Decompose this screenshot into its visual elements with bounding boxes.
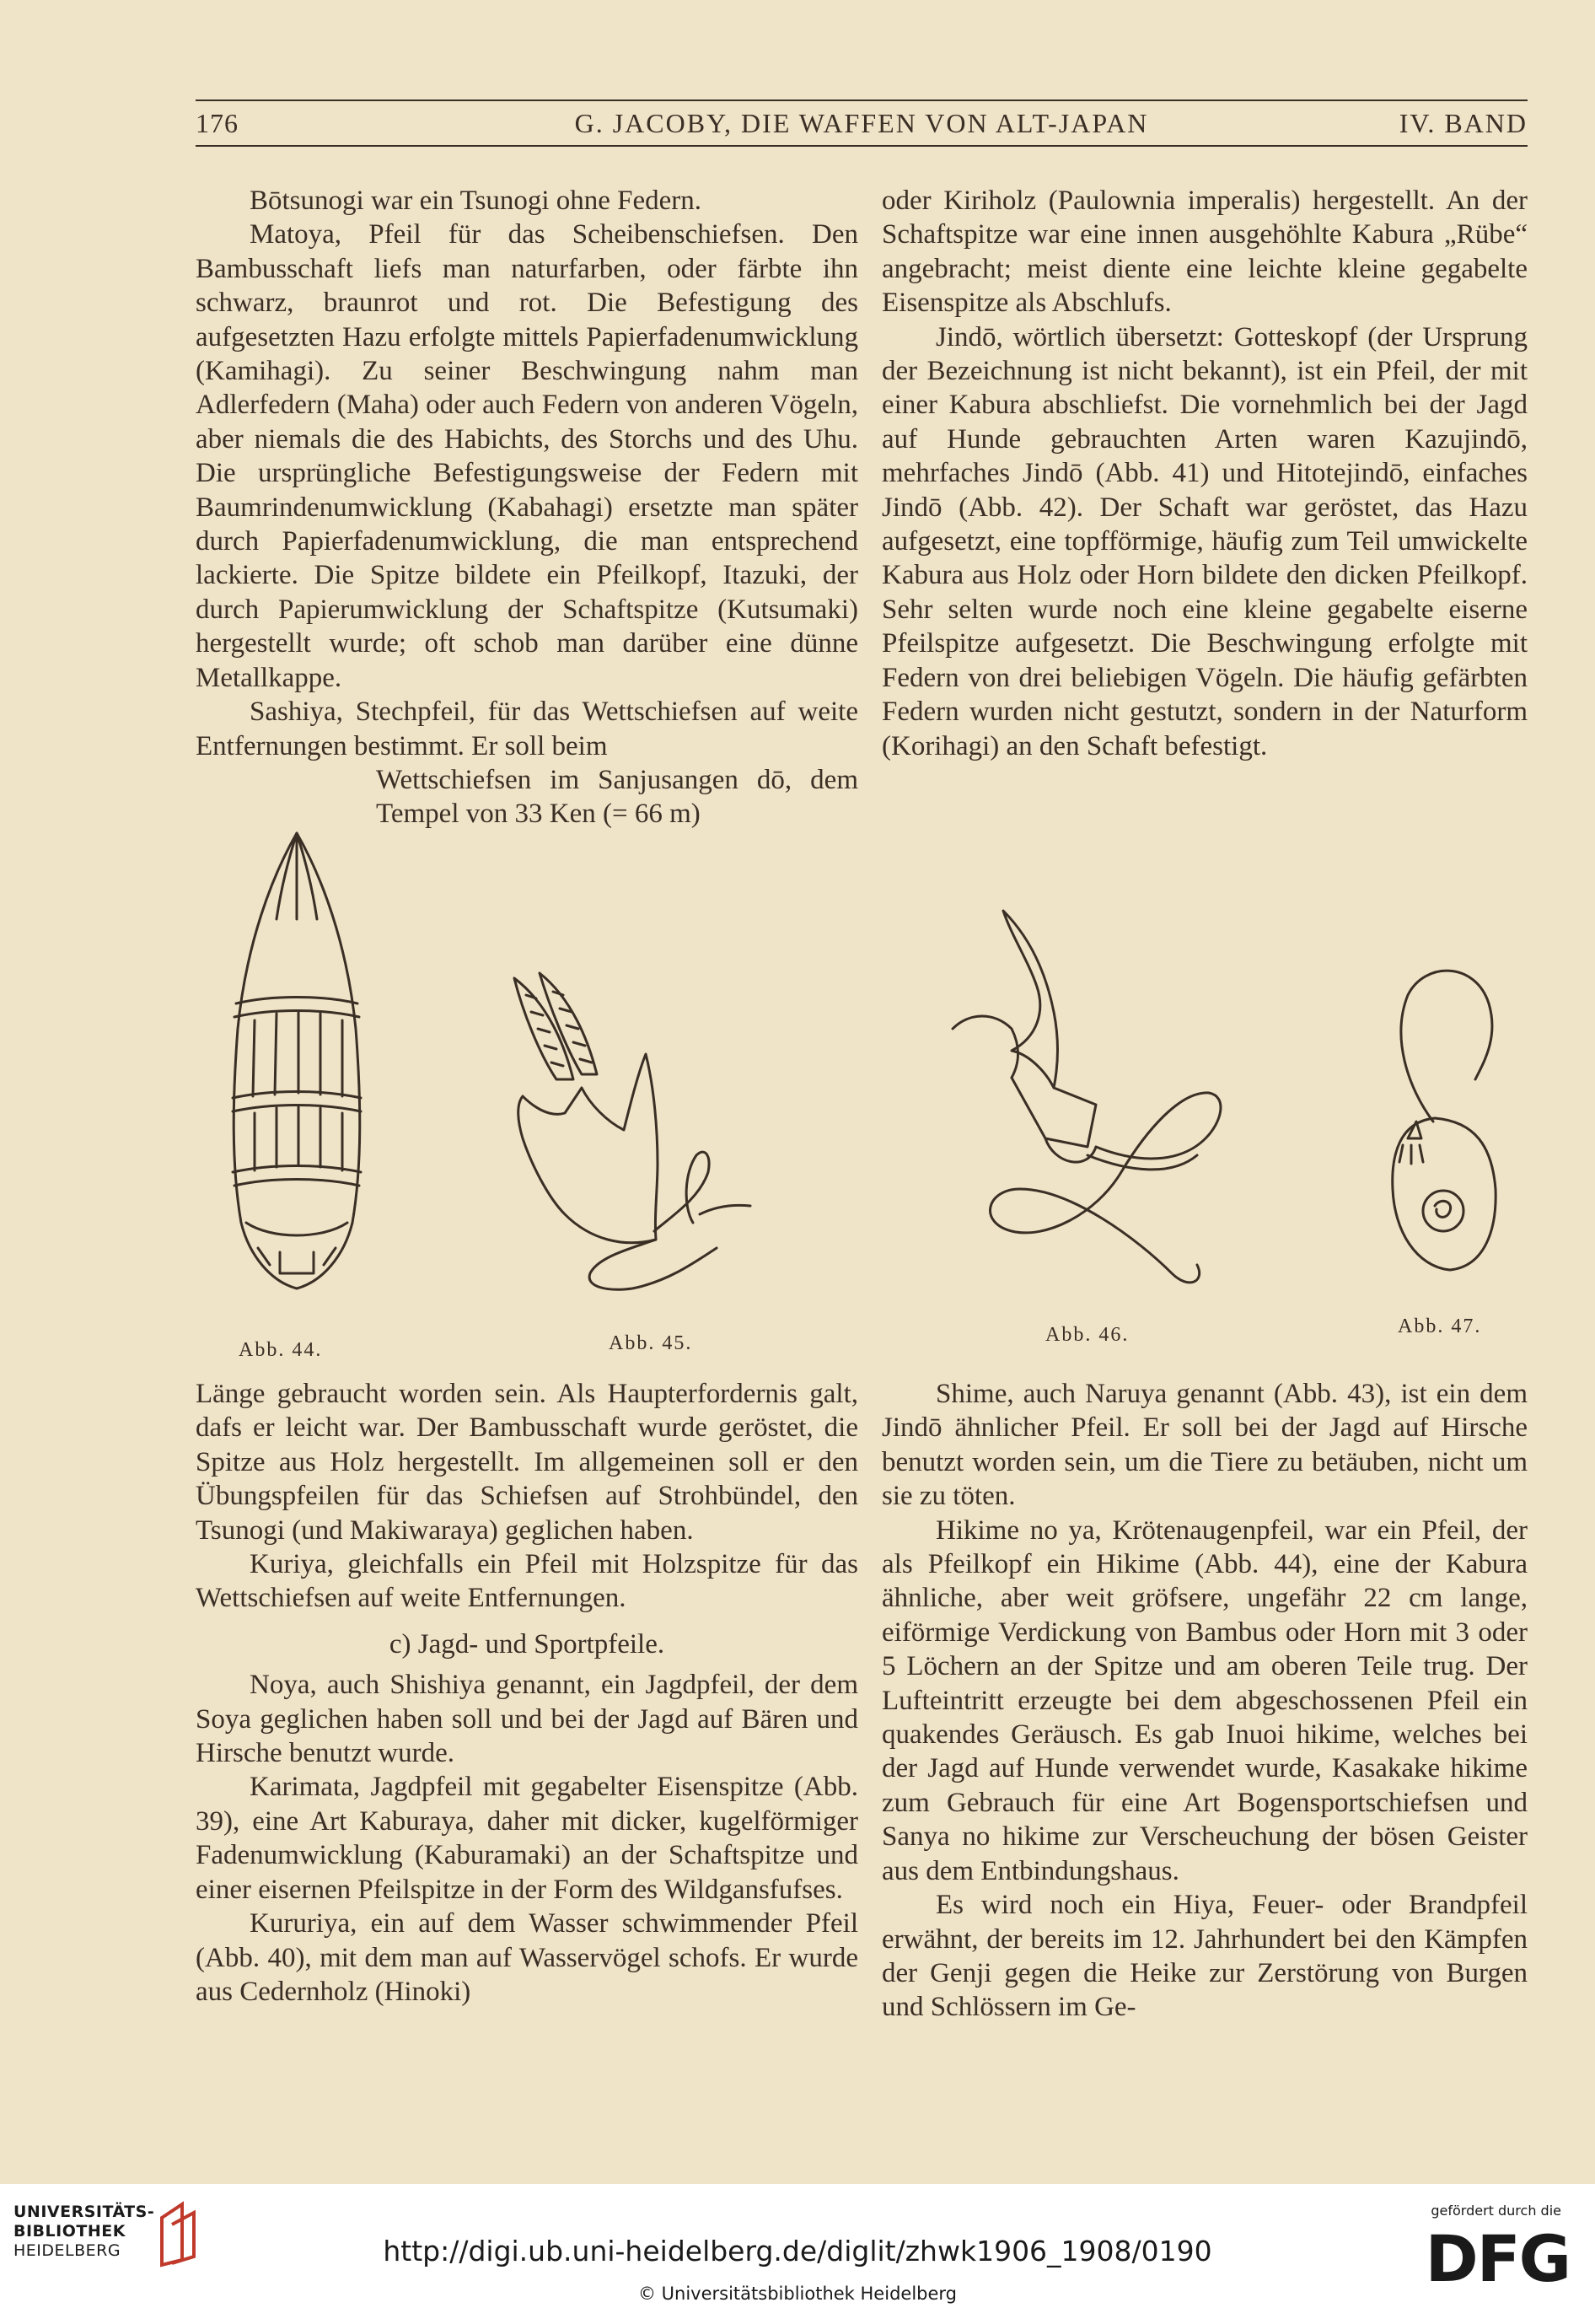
page-number: 176 xyxy=(196,108,239,138)
figure-45-arrow-illustration xyxy=(497,961,784,1299)
viewer-footer xyxy=(0,2184,1595,2324)
paragraph-laenge: Länge gebraucht worden sein. Als Haupterfordernis galt, dafs er leicht war. Der Bambusschaft wurde geröstet, die Spitze aus Holz hergestellt. Im allgemeinen soll er den Übungspfeilen für das Schiefsen auf Strohbündel, den Tsunogi (und Makiwaraya) geglichen haben. xyxy=(196,1379,858,1546)
left-column-bottom xyxy=(196,1377,858,2009)
caption-abb-44: Abb. 44. xyxy=(239,1339,323,1361)
section-heading: c) Jagd- und Sportpfeile. xyxy=(389,1628,665,1660)
figure-44-hikime-illustration xyxy=(221,826,373,1299)
right-column-bottom xyxy=(882,1377,1528,2025)
permalink-url[interactable]: http://digi.ub.uni-heidelberg.de/diglit/zhwk1906_1908/0190 xyxy=(383,2235,1212,2268)
header-rule-bottom xyxy=(196,145,1528,147)
volume-label: IV. BAND xyxy=(1399,108,1528,138)
figure-46-arrow-illustration xyxy=(919,885,1248,1307)
figure-47-ornament-illustration xyxy=(1383,953,1509,1282)
paragraph-kiriholz: oder Kiriholz (Paulownia imperalis) hergestellt. An der Schaftspitze war eine innen ausgehöhlte Kabura „Rübe“ angebracht; meist diente eine leichte kleine gegabelte Eisenspitze als Abschlufs. xyxy=(882,186,1528,319)
paragraph-botsunogi: Bōtsunogi war ein Tsunogi ohne Federn. xyxy=(250,186,702,216)
library-name-line1: UNIVERSITÄTS- xyxy=(13,2203,155,2221)
copyright-notice: © Universitätsbibliothek Heidelberg xyxy=(637,2284,957,2304)
dfg-logo: DFG xyxy=(1425,2221,1570,2296)
paragraph-hikime: Hikime no ya, Krötenaugenpfeil, war ein Pfeil, der als Pfeilkopf ein Hikime (Abb. 44), eine der Kabura ähnliche, aber weit gröfsere, ungefähr 22 cm lange, eiförmige Verdickung von Bambus oder Horn mit 3 oder 5 Löchern an der Spitze und am oberen Teile trug. Der Lufteintritt erzeugte bei dem abgeschossenen Pfeil ein quakendes Geräusch. Es gab Inuoi hikime, welches bei der Jagd auf Hunde verwendet wurde, Kasakake hikime zum Gebrauch für eine Art Bogensportschiefsen und Sanya no hikime zur Verscheuchung der bösen Geister aus dem Entbindungshaus. xyxy=(882,1514,1528,1886)
funding-note: gefördert durch die xyxy=(1431,2203,1561,2219)
caption-abb-47: Abb. 47. xyxy=(1398,1315,1482,1337)
paragraph-sashiya: Sashiya, Stechpfeil, für das Wettschiefsen auf weite Entfernungen bestimmt. Er soll beim xyxy=(196,697,858,761)
running-title: G. JACOBY, DIE WAFFEN VON ALT-JAPAN xyxy=(574,108,1149,138)
right-column-top xyxy=(882,184,1528,763)
paragraph-sashiya-continued: Wettschiefsen im Sanjusangen dō, dem Tempel von 33 Ken (= 66 m) xyxy=(376,764,858,830)
paragraph-karimata: Karimata, Jagdpfeil mit gegabelter Eisenspitze (Abb. 39), eine Art Kaburaya, daher mit dicker, kugelförmiger Fadenumwicklung (Kaburamaki) an der Schaftspitze und einer eisernen Pfeilspitze in der Form des Wildgansfufses. xyxy=(196,1772,858,1905)
caption-abb-45: Abb. 45. xyxy=(609,1332,693,1354)
running-header xyxy=(196,100,1528,147)
library-name-line3: HEIDELBERG xyxy=(13,2241,121,2260)
caption-abb-46: Abb. 46. xyxy=(1045,1324,1130,1346)
library-name-line2: BIBLIOTHEK xyxy=(13,2222,126,2241)
paragraph-noya: Noya, auch Shishiya genannt, ein Jagdpfeil, der dem Soya geglichen haben soll und bei der Jagd auf Bären und Hirsche benutzt wurde. xyxy=(196,1670,858,1769)
paragraph-matoya: Matoya, Pfeil für das Scheibenschiefsen. Den Bambusschaft liefs man naturfarben, oder färbte ihn schwarz, braunrot und rot. Die Befestigung des aufgesetzten Hazu erfolgte mittels Papierfadenumwicklung (Kamihagi). Zu seiner Beschwingung nahm man Adlerfedern (Maha) oder auch Federn von anderen Vögeln, aber niemals die des Habichts, des Storchs und des Uhu. Die ursprüngliche Befestigungsweise der Federn mit Baumrindenumwicklung (Kabahagi) ersetzte man später durch Papierfadenumwicklung, die man entsprechend lackierte. Die Spitze bildete ein Pfeilkopf, Itazuki, der durch Papierumwicklung der Schaftspitze (Kutsumaki) hergestellt wurde; oft schob man darüber eine dünne Metallkappe. xyxy=(196,219,858,693)
paragraph-jindo: Jindō, wörtlich übersetzt: Gotteskopf (der Ursprung der Bezeichnung ist nicht bekannt), ist ein Pfeil, der mit einer Kabura abschliefst. Die vornehmlich bei der Jagd auf Hunde gebrauchten Arten waren Kazujindō, mehrfaches Jindō (Abb. 41) und Hitotejindō, einfaches Jindō (Abb. 42). Der Schaft war geröstet, das Hazu aufgesetzt, eine topfförmige, häufig zum Teil umwickelte Kabura aus Holz oder Horn bildete den dicken Pfeilkopf. Sehr selten wurde noch eine kleine gegabelte eiserne Pfeilspitze aufgesetzt. Die Beschwingung erfolgte mit Federn von drei beliebigen Vögeln. Die häufig gefärbten Federn wurden nicht gestutzt, sondern in der Naturform (Korihagi) an den Schaft befestigt. xyxy=(882,321,1528,761)
left-column-top xyxy=(196,184,858,831)
paragraph-kururiya: Kururiya, ein auf dem Wasser schwimmender Pfeil (Abb. 40), mit dem man auf Wasservögel schofs. Er wurde aus Cedernholz (Hinoki) xyxy=(196,1908,858,2007)
paragraph-shime: Shime, auch Naruya genannt (Abb. 43), ist ein dem Jindō ähnlicher Pfeil. Er soll bei der Jagd auf Hirsche benutzt worden sein, um die Tiere zu betäuben, nicht um sie zu töten. xyxy=(882,1379,1528,1512)
paragraph-kuriya: Kuriya, gleichfalls ein Pfeil mit Holzspitze für das Wettschiefsen auf weite Entfernungen. xyxy=(196,1549,858,1614)
paragraph-hiya: Es wird noch ein Hiya, Feuer- oder Brandpfeil erwähnt, der bereits im 12. Jahrhundert bei den Kämpfen der Genji gegen die Heike zur Zerstörung von Burgen und Schlössern im Ge- xyxy=(882,1890,1528,2023)
